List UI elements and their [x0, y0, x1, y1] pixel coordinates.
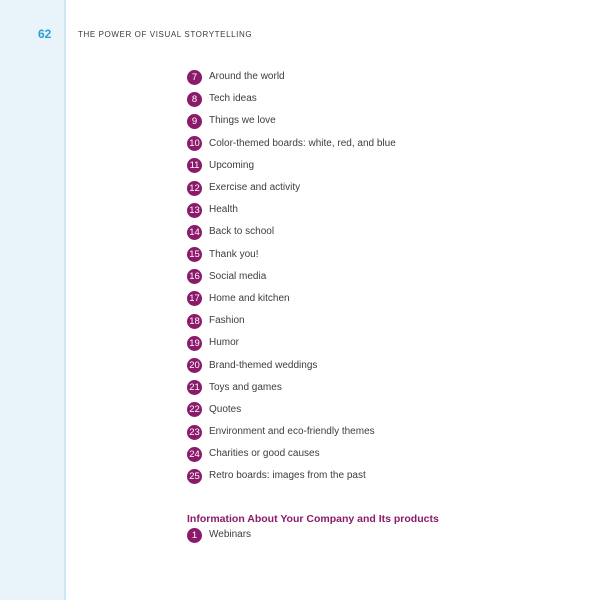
- number-badge: 9: [187, 114, 202, 129]
- list-item-label: Home and kitchen: [209, 292, 290, 304]
- list-item: [187, 288, 396, 310]
- list-item: [187, 421, 396, 443]
- list-item: [187, 88, 396, 110]
- page-header: [0, 27, 600, 43]
- number-badge: 10: [187, 136, 202, 151]
- list-item-label: Webinars: [209, 529, 252, 541]
- list-item: [187, 354, 396, 376]
- page-number: 62: [38, 27, 52, 41]
- list-item-label: Around the world: [209, 71, 285, 83]
- list-item-label: Upcoming: [209, 159, 255, 171]
- number-badge: 12: [187, 181, 202, 196]
- number-badge: 20: [187, 358, 202, 373]
- number-badge: 17: [187, 291, 202, 306]
- list-item-label: Things we love: [209, 115, 276, 127]
- list-item-label: Thank you!: [209, 248, 259, 260]
- number-badge: 21: [187, 380, 202, 395]
- list-item-label: Color-themed boards: white, red, and blue: [209, 137, 396, 149]
- section-heading: Information About Your Company and Its products: [187, 513, 439, 525]
- list-item-label: Retro boards: images from the past: [209, 470, 366, 482]
- list-item: [187, 155, 396, 177]
- number-badge: 7: [187, 70, 202, 85]
- number-badge: 25: [187, 469, 202, 484]
- list-item-label: Toys and games: [209, 381, 282, 393]
- list-item: [187, 66, 396, 88]
- number-badge: 11: [187, 158, 202, 173]
- margin-strip: [0, 0, 66, 600]
- number-badge: 15: [187, 247, 202, 262]
- number-badge: 24: [187, 447, 202, 462]
- list-item: [187, 221, 396, 243]
- board-ideas-list: [187, 66, 396, 488]
- list-item-label: Tech ideas: [209, 93, 257, 105]
- list-item: [187, 443, 396, 465]
- list-item: [187, 524, 251, 546]
- number-badge: 13: [187, 203, 202, 218]
- list-item: [187, 377, 396, 399]
- list-item-label: Social media: [209, 270, 267, 282]
- list-item: [187, 310, 396, 332]
- list-item: [187, 266, 396, 288]
- list-item-label: Back to school: [209, 226, 275, 238]
- list-item: [187, 465, 396, 487]
- list-item: [187, 244, 396, 266]
- number-badge: 23: [187, 425, 202, 440]
- number-badge: 18: [187, 314, 202, 329]
- running-title: THE POWER OF VISUAL STORYTELLING: [78, 30, 253, 39]
- list-item-label: Brand-themed weddings: [209, 359, 318, 371]
- list-item-label: Environment and eco-friendly themes: [209, 426, 375, 438]
- list-item: [187, 110, 396, 132]
- list-item-label: Humor: [209, 337, 240, 349]
- number-badge: 16: [187, 269, 202, 284]
- number-badge: 22: [187, 402, 202, 417]
- company-info-list: [187, 524, 251, 546]
- list-item-label: Charities or good causes: [209, 448, 320, 460]
- number-badge: 1: [187, 528, 202, 543]
- list-item: [187, 332, 396, 354]
- list-item: [187, 177, 396, 199]
- list-item-label: Fashion: [209, 315, 245, 327]
- list-item: [187, 399, 396, 421]
- list-item-label: Exercise and activity: [209, 182, 301, 194]
- list-item-label: Health: [209, 204, 238, 216]
- number-badge: 19: [187, 336, 202, 351]
- list-item: [187, 199, 396, 221]
- list-item-label: Quotes: [209, 403, 242, 415]
- number-badge: 14: [187, 225, 202, 240]
- list-item: [187, 133, 396, 155]
- number-badge: 8: [187, 92, 202, 107]
